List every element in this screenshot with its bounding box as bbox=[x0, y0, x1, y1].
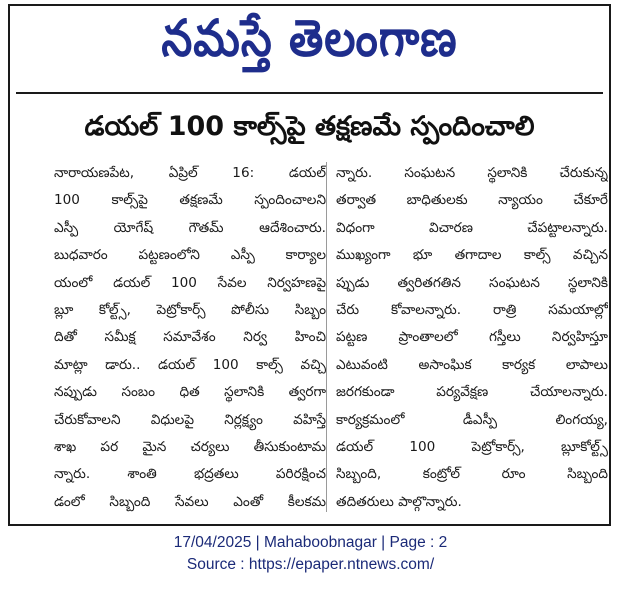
masthead-logo-text: నమస్తే తెలంగాణ bbox=[161, 9, 458, 68]
article-line: శాఖ పర మైన చర్యలు తీసుకుంటామ bbox=[54, 439, 326, 456]
article-line: యంలో డయల్ 100 సేవల నిర్వహణపై bbox=[54, 274, 326, 291]
article-line: చేరుకోవాలని విధులపై నిర్లక్ష్యం వహిస్తే bbox=[54, 411, 326, 428]
article-line: విధంగా విచారణ చేపట్టాలన్నారు. bbox=[336, 219, 608, 236]
article-line: పట్టణ ప్రాంతాలలో గస్తీలు నిర్వహిస్తూ bbox=[336, 329, 608, 346]
article-line: ముఖ్యంగా భూ తగాదాల కాల్స్ వచ్చిన bbox=[336, 247, 608, 264]
article-line: డంలో సిబ్బంది సేవలు ఎంతో కీలకమ bbox=[54, 493, 326, 510]
article-line: సిబ్బంది, కంట్రోల్ రూం సిబ్బంది bbox=[336, 466, 608, 483]
article-line: న్నారు. శాంతి భద్రతలు పరిరక్షించ bbox=[54, 466, 326, 483]
article-column-right bbox=[336, 160, 608, 520]
article-line: డయల్ 100 పెట్రోకార్స్, బ్లూకోల్ట్స్ bbox=[336, 439, 608, 456]
article-line: మాట్లా డారు.. డయల్ 100 కాల్స్ వచ్చి bbox=[54, 356, 326, 373]
article-headline: డయల్ 100 కాల్స్‌పై తక్షణమే స్పందించాలి bbox=[84, 111, 535, 142]
article-line: కార్యక్రమంలో డీఎస్పీ లింగయ్య, bbox=[336, 411, 608, 428]
article-line: చేరు కోవాలన్నారు. రాత్రి సమయాల్లో bbox=[336, 302, 608, 319]
article-line: 100 కాల్స్‌పై తక్షణమే స్పందించాలని bbox=[54, 192, 326, 209]
article-line: నప్పుడు సంబం ధిత స్థలానికి త్వరగా bbox=[54, 384, 326, 401]
newspaper-clipping bbox=[8, 4, 611, 526]
article-line: ఎటువంటి అసాంఘిక కార్యక లాపాలు bbox=[336, 356, 608, 373]
article-line: తర్వాత బాధితులకు న్యాయం చేకూరే bbox=[336, 192, 608, 209]
article-line: న్నారు. సంఘటన స్థలానికి చేరుకున్న bbox=[336, 165, 608, 181]
article-line: దితో సమీక్ష సమావేశం నిర్వ హించి bbox=[54, 329, 326, 346]
masthead-logo bbox=[10, 10, 609, 80]
article-line: తదితరులు పాల్గొన్నారు. bbox=[336, 493, 462, 510]
masthead-divider bbox=[16, 92, 603, 94]
article-column-left bbox=[54, 160, 326, 520]
source-link[interactable]: Source : https://epaper.ntnews.com/ bbox=[186, 556, 435, 573]
column-divider bbox=[326, 162, 327, 512]
source-footer bbox=[0, 532, 621, 576]
article-line: ప్పుడు త్వరితగతిన సంఘటన స్థలానికి bbox=[336, 274, 608, 291]
edition-info: 17/04/2025 | Mahaboobnagar | Page : 2 bbox=[173, 534, 448, 551]
article-line: బ్లూ కోల్ట్స్, పెట్రోకార్స్ పోలీసు సిబ్బం bbox=[54, 302, 326, 319]
article-line: బుధవారం పట్టణంలోని ఎస్పీ కార్యాల bbox=[54, 247, 326, 264]
article-line: జరగకుండా పర్యవేక్షణ చేయాలన్నారు. bbox=[336, 384, 608, 401]
article-line: నారాయణపేట, ఏప్రిల్ 16: డయల్ bbox=[54, 165, 326, 181]
article-line: ఎస్పీ యోగేష్ గౌతమ్ ఆదేశించారు. bbox=[54, 219, 326, 236]
